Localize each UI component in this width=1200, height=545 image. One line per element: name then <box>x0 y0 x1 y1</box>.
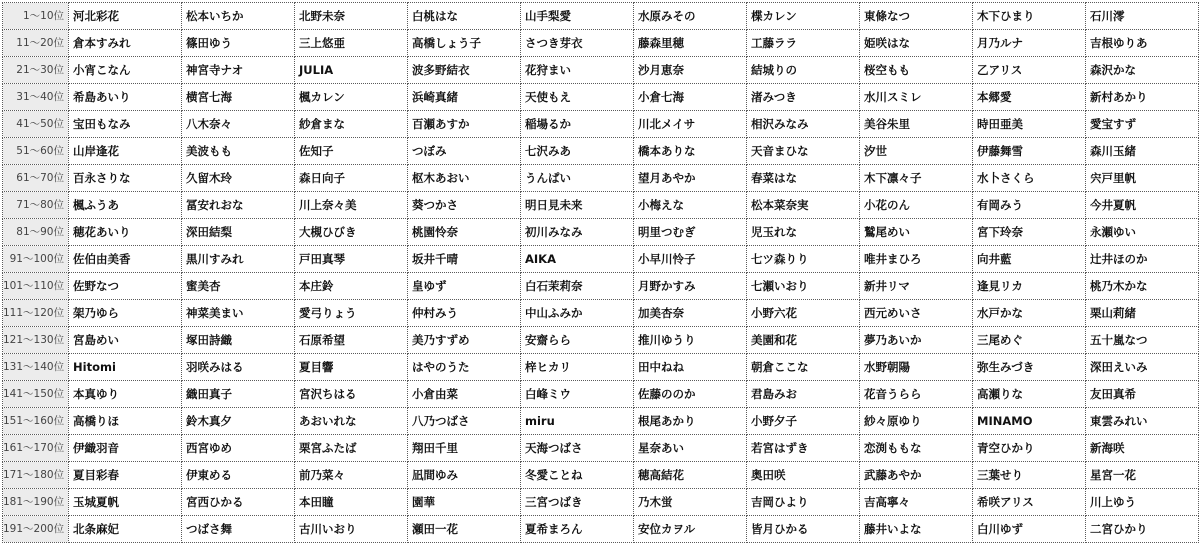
name-cell: 月野かすみ <box>634 273 747 300</box>
name-cell: 高橋しょう子 <box>408 30 521 57</box>
name-cell: 希島あいり <box>69 84 182 111</box>
table-row <box>3 111 1199 138</box>
name-cell: 神菜美まい <box>182 300 295 327</box>
name-cell: 園華 <box>408 489 521 516</box>
name-cell: 百永さりな <box>69 165 182 192</box>
name-cell: あおいれな <box>295 408 408 435</box>
rank-range-cell: 181～190位 <box>3 489 69 516</box>
name-cell: 森日向子 <box>295 165 408 192</box>
name-cell: 乃木蛍 <box>634 489 747 516</box>
table-row <box>3 354 1199 381</box>
name-cell: 水卜さくら <box>973 165 1086 192</box>
name-cell: 君島みお <box>747 381 860 408</box>
name-cell: 春菜はな <box>747 165 860 192</box>
name-cell: 時田亜美 <box>973 111 1086 138</box>
name-cell: 愛弓りょう <box>295 300 408 327</box>
name-cell: 桃園怜奈 <box>408 219 521 246</box>
name-cell: 向井藍 <box>973 246 1086 273</box>
name-cell: 高瀬りな <box>973 381 1086 408</box>
name-cell: 宮沢ちはる <box>295 381 408 408</box>
name-cell: 波多野結衣 <box>408 57 521 84</box>
name-cell: 安位カヲル <box>634 516 747 543</box>
rank-range-cell: 1～10位 <box>3 3 69 30</box>
name-cell: 夏目彩春 <box>69 462 182 489</box>
name-cell: 河北彩花 <box>69 3 182 30</box>
name-cell: 水野朝陽 <box>860 354 973 381</box>
name-cell: 北条麻妃 <box>69 516 182 543</box>
name-cell: 高橋りほ <box>69 408 182 435</box>
name-cell: 乙アリス <box>973 57 1086 84</box>
name-cell: 伊織羽音 <box>69 435 182 462</box>
name-cell: 冬愛ことね <box>521 462 634 489</box>
name-cell: 篠田ゆう <box>182 30 295 57</box>
table-row <box>3 138 1199 165</box>
name-cell: 夏希まろん <box>521 516 634 543</box>
name-cell: 小早川怜子 <box>634 246 747 273</box>
name-cell: 七沢みあ <box>521 138 634 165</box>
name-cell: 塚田詩織 <box>182 327 295 354</box>
name-cell: 深田結梨 <box>182 219 295 246</box>
name-cell: 栗山莉緒 <box>1086 300 1199 327</box>
name-cell: つぼみ <box>408 138 521 165</box>
name-cell: 宍戸里帆 <box>1086 165 1199 192</box>
name-cell: 東條なつ <box>860 3 973 30</box>
name-cell: 玉城夏帆 <box>69 489 182 516</box>
name-cell: 鷲尾めい <box>860 219 973 246</box>
name-cell: 奥田咲 <box>747 462 860 489</box>
name-cell: 川上奈々美 <box>295 192 408 219</box>
name-cell: 愛宝すず <box>1086 111 1199 138</box>
rank-range-cell: 141～150位 <box>3 381 69 408</box>
name-cell: 天音まひな <box>747 138 860 165</box>
name-cell: 水川スミレ <box>860 84 973 111</box>
name-cell: 新村あかり <box>1086 84 1199 111</box>
name-cell: 枢木あおい <box>408 165 521 192</box>
name-cell: 深田えいみ <box>1086 354 1199 381</box>
table-row <box>3 246 1199 273</box>
name-cell: 本田瞳 <box>295 489 408 516</box>
name-cell: 瀬田一花 <box>408 516 521 543</box>
name-cell: 逢見リカ <box>973 273 1086 300</box>
name-cell: 相沢みなみ <box>747 111 860 138</box>
name-cell: 白石茉莉奈 <box>521 273 634 300</box>
name-cell: 坂井千晴 <box>408 246 521 273</box>
name-cell: 星奈あい <box>634 435 747 462</box>
rank-range-cell: 71～80位 <box>3 192 69 219</box>
name-cell: 森沢かな <box>1086 57 1199 84</box>
rank-range-cell: 21～30位 <box>3 57 69 84</box>
name-cell: 弥生みづき <box>973 354 1086 381</box>
name-cell: 浜崎真緒 <box>408 84 521 111</box>
name-cell: 楓ふうあ <box>69 192 182 219</box>
table-row <box>3 273 1199 300</box>
name-cell: 横宮七海 <box>182 84 295 111</box>
name-cell: 青空ひかり <box>973 435 1086 462</box>
rank-range-cell: 31～40位 <box>3 84 69 111</box>
name-cell: 葵つかさ <box>408 192 521 219</box>
name-cell: 皆月ひかる <box>747 516 860 543</box>
name-cell: 若宮はずき <box>747 435 860 462</box>
name-cell: 夏目響 <box>295 354 408 381</box>
name-cell: 楓カレン <box>295 84 408 111</box>
name-cell: 古川いおり <box>295 516 408 543</box>
name-cell: 七瀬いおり <box>747 273 860 300</box>
name-cell: さつき芽衣 <box>521 30 634 57</box>
ranking-table-body <box>3 3 1199 543</box>
name-cell: 木下凛々子 <box>860 165 973 192</box>
name-cell: 新海咲 <box>1086 435 1199 462</box>
name-cell: 宝田もなみ <box>69 111 182 138</box>
name-cell: 皇ゆず <box>408 273 521 300</box>
name-cell: 鈴木真夕 <box>182 408 295 435</box>
name-cell: 北野未奈 <box>295 3 408 30</box>
name-cell: 東雲みれい <box>1086 408 1199 435</box>
name-cell: 水原みその <box>634 3 747 30</box>
name-cell: 白桃はな <box>408 3 521 30</box>
name-cell: 五十嵐なつ <box>1086 327 1199 354</box>
name-cell: 楪カレン <box>747 3 860 30</box>
name-cell: 推川ゆうり <box>634 327 747 354</box>
rank-range-cell: 101～110位 <box>3 273 69 300</box>
name-cell: 宮下玲奈 <box>973 219 1086 246</box>
name-cell: 三上悠亜 <box>295 30 408 57</box>
name-cell: 前乃菜々 <box>295 462 408 489</box>
name-cell: 大槻ひびき <box>295 219 408 246</box>
rank-range-cell: 191～200位 <box>3 516 69 543</box>
name-cell: 伊藤舞雪 <box>973 138 1086 165</box>
name-cell: 今井夏帆 <box>1086 192 1199 219</box>
name-cell: 八木奈々 <box>182 111 295 138</box>
name-cell: 宮島めい <box>69 327 182 354</box>
name-cell: 蜜美杏 <box>182 273 295 300</box>
name-cell: 紗々原ゆり <box>860 408 973 435</box>
name-cell: 武藤あやか <box>860 462 973 489</box>
rank-range-cell: 161～170位 <box>3 435 69 462</box>
name-cell: 明日見未来 <box>521 192 634 219</box>
rank-range-cell: 51～60位 <box>3 138 69 165</box>
rank-range-cell: 81～90位 <box>3 219 69 246</box>
name-cell: 姫咲はな <box>860 30 973 57</box>
table-row <box>3 84 1199 111</box>
name-cell: 織田真子 <box>182 381 295 408</box>
name-cell: 望月あやか <box>634 165 747 192</box>
name-cell: 朝倉ここな <box>747 354 860 381</box>
table-row <box>3 462 1199 489</box>
rank-range-cell: 111～120位 <box>3 300 69 327</box>
name-cell: 加美杏奈 <box>634 300 747 327</box>
name-cell: 神宮寺ナオ <box>182 57 295 84</box>
name-cell: 結城りの <box>747 57 860 84</box>
name-cell: 桜空もも <box>860 57 973 84</box>
name-cell: 山手梨愛 <box>521 3 634 30</box>
table-row <box>3 219 1199 246</box>
rank-range-cell: 41～50位 <box>3 111 69 138</box>
name-cell: 三尾めぐ <box>973 327 1086 354</box>
name-cell: AIKA <box>521 246 634 273</box>
name-cell: 川北メイサ <box>634 111 747 138</box>
name-cell: 本庄鈴 <box>295 273 408 300</box>
name-cell: 美波もも <box>182 138 295 165</box>
rank-range-cell: 11～20位 <box>3 30 69 57</box>
name-cell: 花狩まい <box>521 57 634 84</box>
name-cell: 八乃つばさ <box>408 408 521 435</box>
name-cell: 初川みなみ <box>521 219 634 246</box>
name-cell: 松本菜奈実 <box>747 192 860 219</box>
table-row <box>3 435 1199 462</box>
name-cell: 新井リマ <box>860 273 973 300</box>
name-cell: 小梅えな <box>634 192 747 219</box>
name-cell: 藤森里穂 <box>634 30 747 57</box>
name-cell: 小野六花 <box>747 300 860 327</box>
name-cell: 田中ねね <box>634 354 747 381</box>
name-cell: 水戸かな <box>973 300 1086 327</box>
name-cell: 戸田真琴 <box>295 246 408 273</box>
table-row <box>3 300 1199 327</box>
name-cell: 希咲アリス <box>973 489 1086 516</box>
name-cell: 唯井まひろ <box>860 246 973 273</box>
name-cell: 明里つむぎ <box>634 219 747 246</box>
table-row <box>3 30 1199 57</box>
rank-range-cell: 151～160位 <box>3 408 69 435</box>
table-row <box>3 516 1199 543</box>
name-cell: 木下ひまり <box>973 3 1086 30</box>
name-cell: 辻井ほのか <box>1086 246 1199 273</box>
name-cell: 根尾あかり <box>634 408 747 435</box>
name-cell: 倉本すみれ <box>69 30 182 57</box>
name-cell: 小野夕子 <box>747 408 860 435</box>
name-cell: 美谷朱里 <box>860 111 973 138</box>
name-cell: 桃乃木かな <box>1086 273 1199 300</box>
name-cell: 冨安れおな <box>182 192 295 219</box>
name-cell: MINAMO <box>973 408 1086 435</box>
name-cell: 小宵こなん <box>69 57 182 84</box>
name-cell: 花音うらら <box>860 381 973 408</box>
name-cell: 凪間ゆみ <box>408 462 521 489</box>
name-cell: 橋本ありな <box>634 138 747 165</box>
name-cell: 美園和花 <box>747 327 860 354</box>
name-cell: 梓ヒカリ <box>521 354 634 381</box>
name-cell: 恋渕ももな <box>860 435 973 462</box>
table-row <box>3 408 1199 435</box>
name-cell: 仲村みう <box>408 300 521 327</box>
name-cell: 友田真希 <box>1086 381 1199 408</box>
name-cell: 月乃ルナ <box>973 30 1086 57</box>
name-cell: 佐野なつ <box>69 273 182 300</box>
name-cell: 紗倉まな <box>295 111 408 138</box>
name-cell: 本郷愛 <box>973 84 1086 111</box>
name-cell: 吉根ゆりあ <box>1086 30 1199 57</box>
name-cell: JULIA <box>295 57 408 84</box>
name-cell: 沙月恵奈 <box>634 57 747 84</box>
name-cell: 美乃すずめ <box>408 327 521 354</box>
name-cell: 森川玉緒 <box>1086 138 1199 165</box>
rank-range-cell: 61～70位 <box>3 165 69 192</box>
name-cell: 宮西ひかる <box>182 489 295 516</box>
name-cell: 穂花あいり <box>69 219 182 246</box>
name-cell: 翔田千里 <box>408 435 521 462</box>
table-row <box>3 165 1199 192</box>
name-cell: 藤井いよな <box>860 516 973 543</box>
name-cell: 渚みつき <box>747 84 860 111</box>
name-cell: 小倉七海 <box>634 84 747 111</box>
rank-range-cell: 131～140位 <box>3 354 69 381</box>
name-cell: 西元めいさ <box>860 300 973 327</box>
name-cell: 二宮ひかり <box>1086 516 1199 543</box>
name-cell: 七ツ森りり <box>747 246 860 273</box>
name-cell: 佐藤ののか <box>634 381 747 408</box>
ranking-sheet <box>2 2 1198 543</box>
name-cell: Hitomi <box>69 354 182 381</box>
name-cell: 松本いちか <box>182 3 295 30</box>
name-cell: 羽咲みはる <box>182 354 295 381</box>
name-cell: 本真ゆり <box>69 381 182 408</box>
table-row <box>3 3 1199 30</box>
table-row <box>3 327 1199 354</box>
name-cell: 山岸逢花 <box>69 138 182 165</box>
name-cell: 西宮ゆめ <box>182 435 295 462</box>
name-cell: 伊東める <box>182 462 295 489</box>
name-cell: 安齋らら <box>521 327 634 354</box>
name-cell: 小倉由菜 <box>408 381 521 408</box>
name-cell: 天使もえ <box>521 84 634 111</box>
name-cell: 白峰ミウ <box>521 381 634 408</box>
name-cell: 佐伯由美香 <box>69 246 182 273</box>
rank-range-cell: 171～180位 <box>3 462 69 489</box>
table-row <box>3 489 1199 516</box>
ranking-table <box>2 2 1199 543</box>
name-cell: 久留木玲 <box>182 165 295 192</box>
name-cell: 天海つばさ <box>521 435 634 462</box>
name-cell: 稲場るか <box>521 111 634 138</box>
name-cell: 架乃ゆら <box>69 300 182 327</box>
name-cell: 中山ふみか <box>521 300 634 327</box>
name-cell: はやのうた <box>408 354 521 381</box>
name-cell: 汐世 <box>860 138 973 165</box>
name-cell: 三宮つばき <box>521 489 634 516</box>
name-cell: 吉岡ひより <box>747 489 860 516</box>
table-row <box>3 192 1199 219</box>
rank-range-cell: 121～130位 <box>3 327 69 354</box>
name-cell: 百瀬あすか <box>408 111 521 138</box>
name-cell: 工藤ララ <box>747 30 860 57</box>
name-cell: 佐知子 <box>295 138 408 165</box>
name-cell: 石原希望 <box>295 327 408 354</box>
name-cell: 穂高結花 <box>634 462 747 489</box>
rank-range-cell: 91～100位 <box>3 246 69 273</box>
name-cell: 吉高寧々 <box>860 489 973 516</box>
table-row <box>3 57 1199 84</box>
name-cell: 星宮一花 <box>1086 462 1199 489</box>
name-cell: 永瀬ゆい <box>1086 219 1199 246</box>
name-cell: 三葉せり <box>973 462 1086 489</box>
name-cell: 有岡みう <box>973 192 1086 219</box>
name-cell: 白川ゆず <box>973 516 1086 543</box>
name-cell: つばさ舞 <box>182 516 295 543</box>
name-cell: 児玉れな <box>747 219 860 246</box>
table-row <box>3 381 1199 408</box>
name-cell: 小花のん <box>860 192 973 219</box>
name-cell: 石川澪 <box>1086 3 1199 30</box>
name-cell: 黒川すみれ <box>182 246 295 273</box>
name-cell: 栗宮ふたば <box>295 435 408 462</box>
name-cell: 川上ゆう <box>1086 489 1199 516</box>
name-cell: miru <box>521 408 634 435</box>
name-cell: うんぱい <box>521 165 634 192</box>
name-cell: 夢乃あいか <box>860 327 973 354</box>
